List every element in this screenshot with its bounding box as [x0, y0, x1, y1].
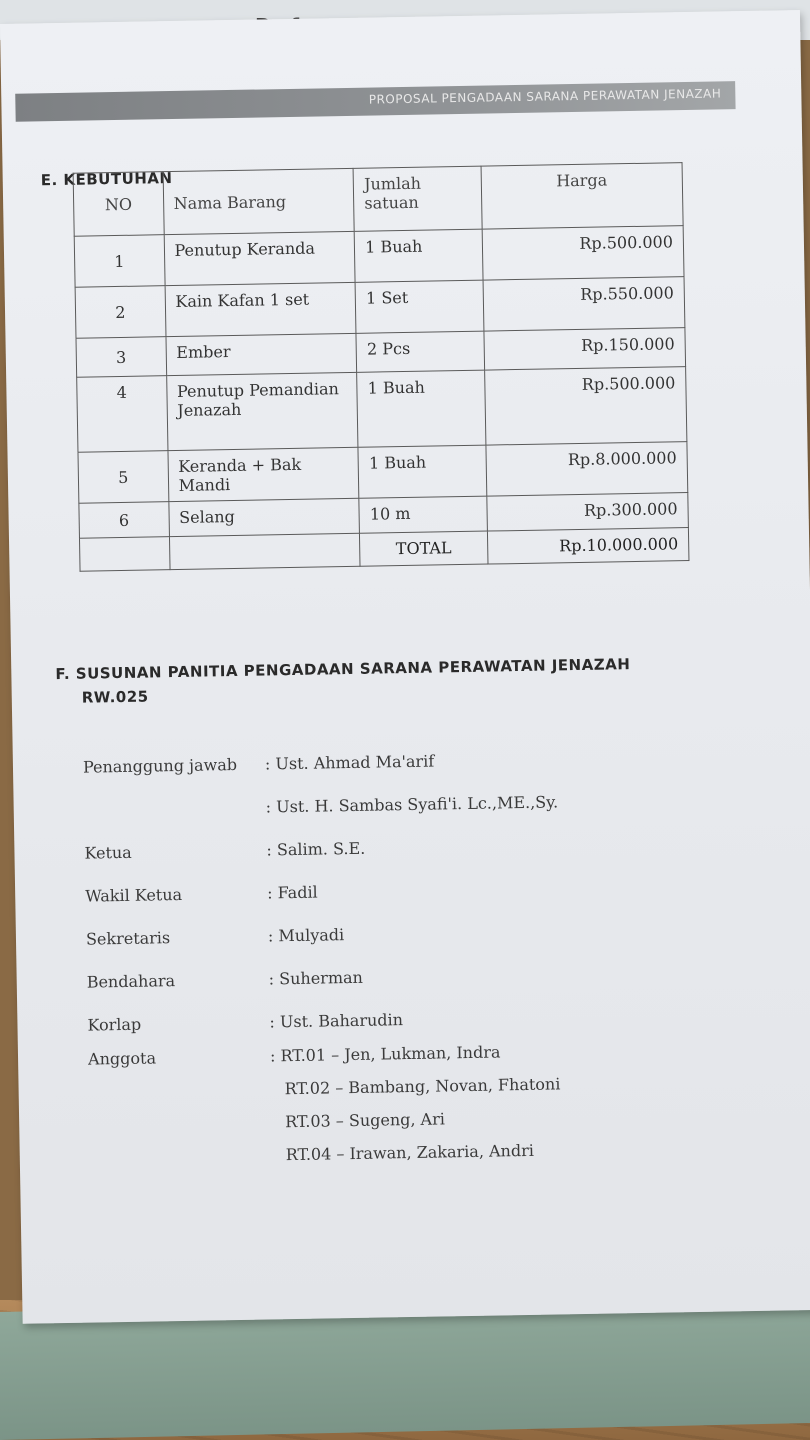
role-value: : Ust. H. Sambas Syafi'i. Lc.,ME.,Sy. [265, 792, 559, 817]
anggota-label: Anggota [87, 1048, 157, 1069]
role-value: : Fadil [267, 882, 318, 903]
cell-price: Rp.550.000 [483, 277, 685, 332]
cell-name: Penutup Keranda [164, 231, 356, 285]
kebutuhan-table [73, 162, 690, 572]
anggota-member: RT.02 – Bambang, Novan, Fhatoni [284, 1074, 561, 1099]
section-f-subtitle: RW.025 [81, 687, 149, 707]
cell-qty: 1 Buah [354, 229, 482, 282]
header-banner [15, 81, 735, 122]
cell-qty: 10 m [359, 496, 487, 533]
cell-price: Rp.8.000.000 [486, 442, 688, 497]
anggota-member: RT.03 – Sugeng, Ari [285, 1109, 446, 1132]
section-e-title: E. KEBUTUHAN [40, 169, 173, 190]
col-header-price: Harga [481, 163, 683, 230]
role-label: Korlap [87, 1014, 142, 1035]
cell-no: 6 [79, 502, 169, 539]
total-label: TOTAL [360, 531, 488, 566]
col-header-qty: Jumlah satuan [353, 166, 482, 231]
cell-name: Penutup Pemandian Jenazah [166, 372, 358, 450]
role-label: Bendahara [86, 971, 176, 992]
cell-qty: 2 Pcs [356, 331, 484, 372]
role-label: Wakil Ketua [85, 884, 183, 906]
cell-qty: 1 Buah [358, 445, 486, 498]
cell-no: 2 [75, 286, 165, 339]
section-f-title: F. SUSUNAN PANITIA PENGADAAN SARANA PERAWATAN JENAZAH [55, 655, 631, 684]
cell-no: 4 [77, 376, 168, 453]
cell-no: 1 [74, 235, 164, 288]
document-page [0, 10, 810, 1324]
cell-name: Keranda + Bak Mandi [168, 447, 360, 501]
anggota-member: : RT.01 – Jen, Lukman, Indra [269, 1042, 501, 1066]
banner-title: PROPOSAL PENGADAAN SARANA PERAWATAN JENAZAH [368, 86, 722, 107]
cell-name: Ember [166, 333, 357, 375]
table-row [77, 367, 687, 453]
cell-empty [79, 537, 169, 572]
anggota-row [88, 1039, 690, 1179]
cell-empty [169, 533, 360, 569]
cell-name: Selang [168, 498, 359, 536]
cell-price: Rp.300.000 [487, 493, 689, 532]
cell-price: Rp.500.000 [482, 226, 684, 281]
role-value: : Salim. S.E. [266, 838, 366, 860]
cell-name: Kain Kafan 1 set [165, 282, 357, 336]
cell-qty: 1 Buah [357, 370, 486, 447]
cell-no: 3 [76, 337, 166, 378]
cell-no: 5 [78, 451, 168, 504]
panitia-list [83, 747, 690, 1179]
cell-qty: 1 Set [355, 280, 483, 333]
role-value: : Ust. Ahmad Ma'arif [264, 751, 435, 774]
table-header-row [73, 163, 683, 237]
role-value: : Ust. Baharudin [269, 1010, 404, 1032]
cell-price: Rp.150.000 [484, 328, 686, 371]
role-value: : Mulyadi [267, 925, 345, 946]
role-value: : Suherman [268, 967, 364, 989]
col-header-name: Nama Barang [163, 168, 355, 234]
role-label: Ketua [84, 842, 132, 863]
cell-price: Rp.500.000 [484, 367, 687, 446]
total-value: Rp.10.000.000 [487, 528, 689, 565]
col-header-no: NO [73, 172, 164, 237]
role-label: Penanggung jawab [82, 754, 238, 777]
anggota-member: RT.04 – Irawan, Zakaria, Andri [285, 1140, 535, 1165]
role-label: Sekretaris [85, 928, 171, 949]
